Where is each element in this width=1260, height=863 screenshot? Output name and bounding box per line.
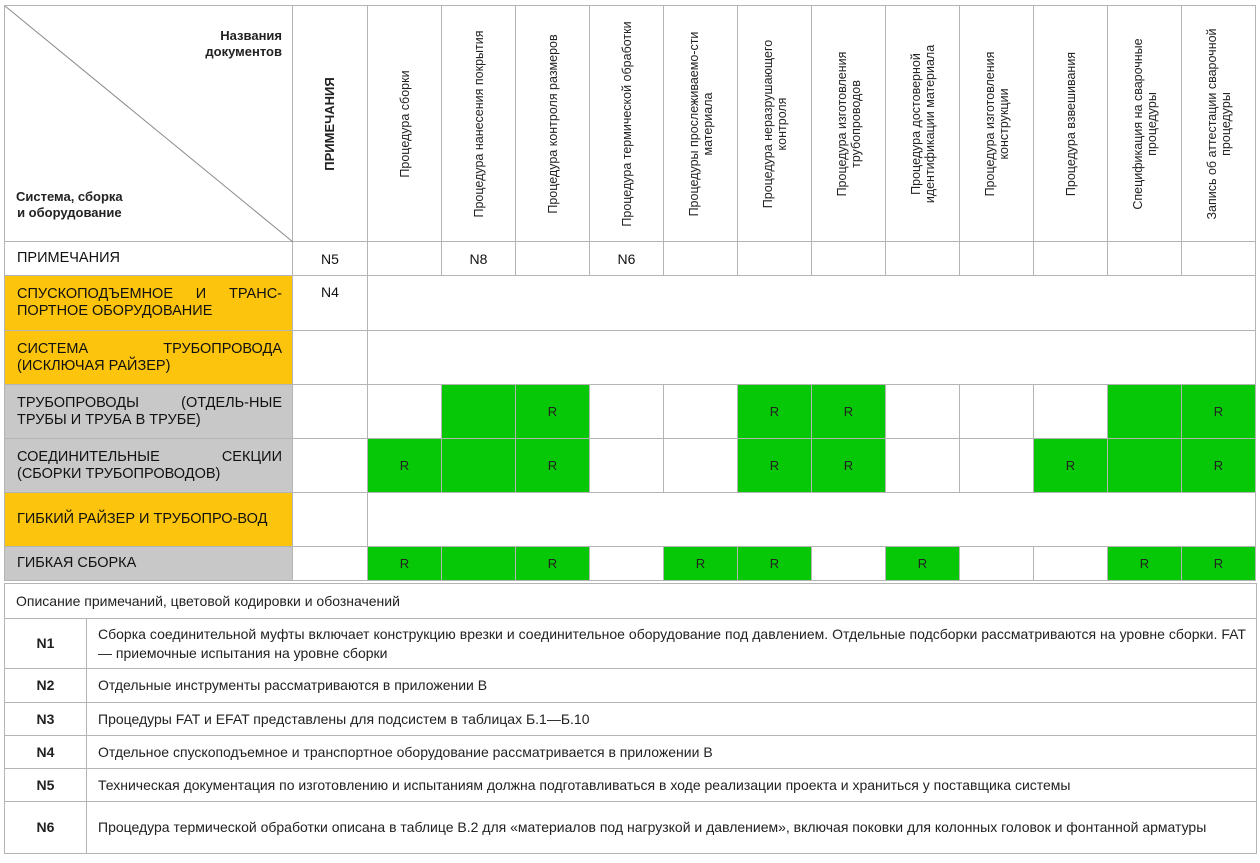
column-label: Запись об аттестации сварочной процедуры	[1204, 27, 1233, 220]
cell-required: R	[1034, 439, 1108, 493]
cell-required: R	[738, 439, 812, 493]
cell-required: R	[368, 439, 442, 493]
column-label: Процедуры прослеживаемо-сти материала	[686, 31, 715, 216]
cell	[664, 242, 738, 276]
legend-item-n2	[5, 669, 1257, 703]
cell-required: R	[738, 385, 812, 439]
column-label: Процедура изготовления конструкции	[982, 51, 1011, 196]
cell-required	[1108, 439, 1182, 493]
notes-cell	[293, 439, 368, 493]
row-label: СПУСКОПОДЪЕМНОЕ И ТРАНС-ПОРТНОЕ ОБОРУДОВАНИЕ	[5, 276, 293, 331]
cell-required: R	[516, 439, 590, 493]
corner-bottom-line1: Система, сборка	[16, 189, 123, 204]
legend-text: Сборка соединительной муфты включает конструкцию врезки и соединительное оборудование под давлением. Отдельные подсборки рассматриваются на уровне сборки. FAT — приемочные испытания на уровне сборки	[87, 619, 1257, 669]
row-label: СОЕДИНИТЕЛЬНЫЕ СЕКЦИИ (СБОРКИ ТРУБОПРОВОДОВ)	[5, 439, 293, 493]
cell	[960, 547, 1034, 581]
legend-code: N1	[5, 619, 87, 669]
cell-required: R	[738, 547, 812, 581]
column-header-structure-fabrication	[960, 6, 1034, 242]
corner-documents-label	[205, 28, 282, 60]
column-header-wps	[1108, 6, 1182, 242]
column-header-notes	[293, 6, 368, 242]
cell	[812, 242, 886, 276]
merged-empty-cell	[368, 493, 1256, 547]
cell	[590, 439, 664, 493]
cell	[886, 439, 960, 493]
column-header-weighing	[1034, 6, 1108, 242]
cell	[886, 242, 960, 276]
cell	[886, 385, 960, 439]
cell	[368, 385, 442, 439]
column-header-ndt	[738, 6, 812, 242]
column-header-assembly	[368, 6, 442, 242]
column-header-pqr	[1182, 6, 1256, 242]
legend-code: N2	[5, 669, 87, 703]
notes-legend-table	[4, 583, 1257, 854]
column-label: Процедура нанесения покрытия	[471, 30, 486, 218]
column-header-heat-treatment	[590, 6, 664, 242]
legend-item-n5	[5, 769, 1257, 802]
cell	[738, 242, 812, 276]
cell: N6	[590, 242, 664, 276]
legend-text: Отдельные инструменты рассматриваются в приложении В	[87, 669, 1257, 703]
legend-code: N3	[5, 703, 87, 736]
merged-empty-cell	[368, 276, 1256, 331]
table-row-pipelines	[5, 385, 1256, 439]
corner-system-label	[16, 189, 123, 221]
column-header-dimensional-control	[516, 6, 590, 242]
table-row-pipeline-system	[5, 331, 1256, 385]
cell-required: R	[1182, 385, 1256, 439]
legend-item-n6	[5, 802, 1257, 854]
table-row-flexible-riser	[5, 493, 1256, 547]
corner-bottom-line2: и оборудование	[17, 205, 122, 220]
column-label: Процедура сборки	[397, 69, 412, 178]
document-matrix-table	[4, 5, 1256, 581]
column-label: Процедура неразрушающего контроля	[760, 39, 789, 208]
cell-required	[442, 439, 516, 493]
notes-cell: N4	[293, 276, 368, 331]
cell: N8	[442, 242, 516, 276]
cell	[664, 385, 738, 439]
notes-cell	[293, 493, 368, 547]
cell	[1182, 242, 1256, 276]
column-header-pipe-fabrication	[812, 6, 886, 242]
notes-cell	[293, 385, 368, 439]
column-label: Спецификация на сварочные процедуры	[1130, 37, 1159, 210]
cell	[812, 547, 886, 581]
column-header-pmi	[886, 6, 960, 242]
cell-required	[442, 385, 516, 439]
legend-text: Отдельное спускоподъемное и транспортное оборудование рассматривается в приложении В	[87, 736, 1257, 769]
cell	[1034, 385, 1108, 439]
table-row-connection-sections	[5, 439, 1256, 493]
notes-cell	[293, 547, 368, 581]
table-row-flexible-assembly	[5, 547, 1256, 581]
legend-caption-row	[5, 584, 1257, 619]
corner-top-line2: документов	[205, 44, 282, 59]
column-label: Процедура взвешивания	[1063, 51, 1078, 196]
legend-item-n3	[5, 703, 1257, 736]
column-label: ПРИМЕЧАНИЯ	[322, 76, 337, 171]
corner-top-line1: Названия	[220, 28, 282, 43]
cell-required: R	[886, 547, 960, 581]
cell	[1108, 242, 1182, 276]
cell-required: R	[1182, 439, 1256, 493]
column-label: Процедура контроля размеров	[545, 33, 560, 214]
cell-required: R	[812, 439, 886, 493]
cell	[590, 385, 664, 439]
cell	[516, 242, 590, 276]
cell-required	[442, 547, 516, 581]
cell-required: R	[664, 547, 738, 581]
row-label: ПРИМЕЧАНИЯ	[5, 242, 293, 276]
cell	[1034, 547, 1108, 581]
legend-item-n4	[5, 736, 1257, 769]
cell-required: R	[516, 385, 590, 439]
column-label: Процедура термической обработки	[619, 20, 634, 227]
cell	[960, 385, 1034, 439]
cell-required: R	[1108, 547, 1182, 581]
row-label: ГИБКИЙ РАЙЗЕР И ТРУБОПРО-ВОД	[5, 493, 293, 547]
merged-empty-cell	[368, 331, 1256, 385]
legend-text: Процедуры FAT и EFAT представлены для подсистем в таблицах Б.1—Б.10	[87, 703, 1257, 736]
column-label: Процедура изготовления трубопроводов	[834, 51, 863, 196]
column-header-traceability	[664, 6, 738, 242]
cell-required	[1108, 385, 1182, 439]
legend-code: N4	[5, 736, 87, 769]
cell	[960, 439, 1034, 493]
cell-required: R	[812, 385, 886, 439]
row-label: ГИБКАЯ СБОРКА	[5, 547, 293, 581]
legend-caption: Описание примечаний, цветовой кодировки и обозначений	[5, 584, 1257, 619]
legend-code: N6	[5, 802, 87, 854]
cell	[368, 242, 442, 276]
cell-required: R	[516, 547, 590, 581]
cell	[590, 547, 664, 581]
cell-required: R	[368, 547, 442, 581]
cell-required: R	[1182, 547, 1256, 581]
cell	[960, 242, 1034, 276]
header-row	[5, 6, 1256, 242]
column-label: Процедура достоверной идентификации материала	[908, 44, 937, 203]
row-label: ТРУБОПРОВОДЫ (ОТДЕЛЬ-НЫЕ ТРУБЫ И ТРУБА В ТРУБЕ)	[5, 385, 293, 439]
notes-cell	[293, 331, 368, 385]
table-row-lifting-equipment	[5, 276, 1256, 331]
cell	[1034, 242, 1108, 276]
legend-code: N5	[5, 769, 87, 802]
notes-cell: N5	[293, 242, 368, 276]
legend-text: Техническая документация по изготовлению и испытаниям должна подготавливаться в ходе реализации проекта и храниться у поставщика системы	[87, 769, 1257, 802]
legend-item-n1	[5, 619, 1257, 669]
corner-header-cell	[5, 6, 293, 242]
cell	[664, 439, 738, 493]
table-row-notes	[5, 242, 1256, 276]
row-label: СИСТЕМА ТРУБОПРОВОДА (ИСКЛЮЧАЯ РАЙЗЕР)	[5, 331, 293, 385]
legend-text: Процедура термической обработки описана в таблице В.2 для «материалов под нагрузкой и давлением», включая поковки для колонных головок и фонтанной арматуры	[87, 802, 1257, 854]
column-header-coating	[442, 6, 516, 242]
